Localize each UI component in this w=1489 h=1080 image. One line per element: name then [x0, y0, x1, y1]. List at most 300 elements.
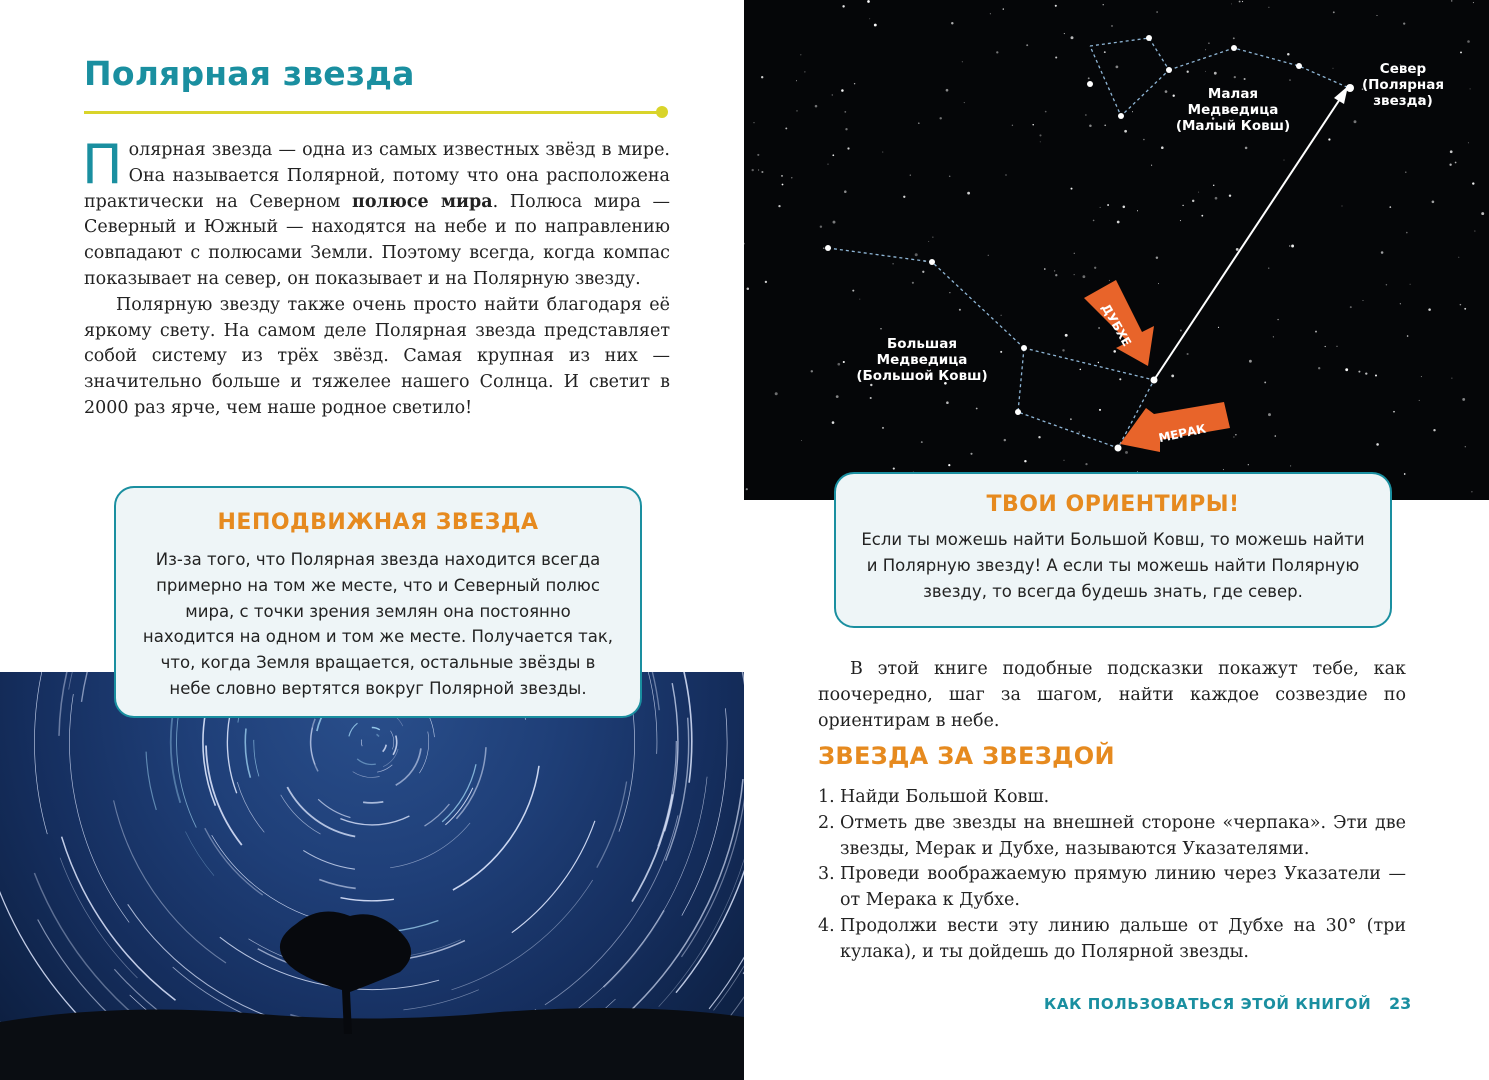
little-dipper-lines [1090, 38, 1169, 116]
background-star [775, 392, 778, 395]
step-text: Продолжи вести эту линию дальше от Дубхе на 30° (три кулака), и ты дойдешь до Полярной звезды. [840, 915, 1406, 962]
background-star [1223, 469, 1224, 470]
background-star [815, 105, 818, 108]
background-star [1187, 71, 1189, 73]
background-star [893, 468, 895, 470]
tree-silhouette [280, 912, 411, 1035]
star-trail [383, 749, 398, 767]
star-trail [403, 990, 478, 1010]
background-star [1460, 304, 1462, 306]
background-star [1104, 51, 1106, 53]
sky-map [744, 0, 1489, 500]
background-star [1024, 460, 1026, 462]
background-star [1054, 270, 1055, 271]
star-trail [383, 745, 387, 752]
info-box-text: Если ты можешь найти Большой Ковш, то можешь найти и Полярную звезду! А если ты можешь найти Полярную звезду, то всегда будешь знать, где север. [861, 530, 1365, 601]
background-star [832, 94, 833, 95]
star-trail [0, 672, 23, 798]
background-star [1318, 367, 1320, 369]
background-star [1455, 162, 1457, 164]
star-trail [318, 799, 350, 817]
star-trail [311, 728, 315, 765]
background-star [1467, 40, 1470, 43]
list-item [818, 914, 1406, 966]
background-star [1428, 308, 1431, 311]
background-star [1104, 124, 1106, 126]
background-star [1088, 77, 1090, 79]
star-trail [237, 782, 264, 832]
background-star [1205, 71, 1206, 72]
background-star [796, 110, 797, 111]
little-dipper-star [1087, 81, 1093, 87]
dubhe-star [1151, 377, 1158, 384]
term-pole: полюсе мира [352, 191, 493, 212]
background-star [1132, 111, 1133, 112]
background-star [910, 174, 911, 175]
background-star [782, 184, 784, 186]
pointer-line [1154, 96, 1342, 380]
ground-silhouette [0, 1008, 744, 1080]
title-underline-dot [656, 106, 668, 118]
star-trail [353, 772, 380, 778]
label-north-line2: (Полярная [1361, 77, 1445, 93]
star-trail [597, 782, 627, 868]
background-star [747, 288, 750, 291]
star-trail [607, 779, 743, 1032]
background-star [1460, 51, 1462, 53]
background-star [1287, 53, 1290, 56]
background-star [1093, 220, 1095, 222]
background-star [1236, 248, 1239, 251]
drop-cap: П [82, 133, 123, 196]
background-star [744, 243, 745, 245]
background-star [988, 255, 989, 256]
pointer-arrowhead [1334, 86, 1348, 104]
little-dipper-handle [1169, 48, 1349, 88]
background-star [1187, 353, 1189, 355]
step-text: Найди Большой Ковш. [840, 787, 1050, 807]
background-star [832, 421, 835, 424]
star-trail [390, 823, 470, 868]
background-star [836, 395, 839, 398]
background-star [778, 205, 780, 207]
background-star [1099, 409, 1101, 411]
label-little-dipper-line2: (Малый Ковш) [1175, 118, 1291, 134]
merak-star [1115, 445, 1122, 452]
background-star [1012, 125, 1013, 126]
background-star [959, 309, 961, 311]
background-star [970, 453, 972, 455]
label-north-line1: Север [1379, 61, 1427, 77]
background-star [1473, 2, 1474, 3]
background-star [1235, 434, 1236, 435]
list-item [818, 862, 1406, 914]
background-star [870, 397, 872, 399]
star-trail [442, 764, 476, 822]
background-star [1284, 160, 1285, 161]
background-star [921, 441, 923, 443]
background-star [1111, 25, 1112, 26]
background-star [1377, 15, 1378, 16]
background-star [1229, 194, 1231, 196]
info-box-text: Из-за того, что Полярная звезда находится всегда примерно на том же месте, что и Северный полюс мира, с точки зрения землян она постоянно находится на одном и том же месте. Получается так, что, когда Земля вращается, остальные звёзды в небе словно вертятся вокруг Полярной звезды. [142, 550, 614, 698]
background-star [811, 370, 813, 372]
little-dipper-star [1166, 67, 1172, 73]
background-star [785, 127, 787, 129]
background-star [1094, 267, 1096, 269]
background-star [1389, 206, 1391, 208]
background-star [1421, 376, 1422, 377]
background-star [1100, 207, 1101, 208]
background-star [1003, 8, 1004, 9]
label-north [1358, 61, 1448, 109]
background-star [1481, 212, 1484, 215]
background-star [1474, 231, 1475, 232]
background-star [946, 89, 949, 92]
background-star [1055, 5, 1057, 7]
background-star [964, 102, 965, 103]
background-star [852, 290, 854, 292]
star-trail [666, 718, 689, 861]
background-star [761, 76, 763, 78]
little-dipper-star [1231, 45, 1237, 51]
background-star [1201, 215, 1203, 217]
background-star [1336, 346, 1337, 347]
background-star [833, 221, 836, 224]
background-star [1268, 268, 1269, 269]
background-star [976, 408, 978, 410]
background-star [842, 5, 844, 7]
background-star [1032, 124, 1033, 125]
background-star [1218, 327, 1219, 328]
background-star [1085, 114, 1086, 115]
list-item [818, 785, 1406, 811]
star-trail [0, 672, 23, 786]
star-trail [114, 800, 226, 963]
background-star [1410, 284, 1411, 285]
background-star [1074, 274, 1075, 275]
background-star [967, 192, 970, 195]
background-star [1233, 436, 1234, 437]
paragraph-1-start: олярная звезда — одна из самых известных звёзд в мире. Она называется Полярной, потому что она расположена практически на Северном [84, 140, 670, 212]
background-star [946, 401, 949, 404]
background-star [757, 154, 759, 156]
label-big-dipper-line2: (Большой Ковш) [856, 368, 988, 384]
background-star [1123, 206, 1126, 209]
background-star [1464, 308, 1466, 310]
background-star [1449, 164, 1451, 166]
page-number: 23 [1389, 994, 1412, 1013]
background-star [1393, 411, 1395, 413]
background-star [1325, 346, 1326, 347]
background-star [1468, 142, 1469, 143]
background-star [990, 13, 991, 14]
background-star [1113, 350, 1116, 353]
background-star [1328, 138, 1330, 140]
background-star [1098, 327, 1100, 329]
background-star [1182, 205, 1183, 206]
step-number: 2. [818, 812, 835, 833]
big-dipper-star [825, 245, 831, 251]
background-star [758, 169, 759, 170]
background-star [870, 384, 872, 386]
star-trail [62, 837, 176, 1001]
background-star [1062, 349, 1064, 351]
big-dipper-handle [828, 248, 1024, 348]
background-star [867, 0, 870, 3]
background-star [800, 54, 801, 55]
background-star [1277, 319, 1278, 320]
background-star [1085, 463, 1087, 465]
background-star [1233, 37, 1235, 39]
background-star [1239, 1, 1241, 3]
background-star [1419, 400, 1420, 401]
background-star [1192, 200, 1194, 202]
paragraph-1 [82, 133, 670, 293]
star-trail [212, 835, 333, 923]
background-star [1044, 268, 1046, 270]
background-star [1089, 124, 1092, 127]
background-star [1215, 197, 1218, 200]
intro-paragraph: В этой книге подобные подсказки покажут тебе, как поочередно, шаг за шагом, найти каждое созвездие по ориентирам в небе. [818, 659, 1406, 731]
title-underline [84, 111, 664, 114]
background-star [844, 111, 846, 113]
background-star [1045, 111, 1047, 113]
background-star [781, 175, 783, 177]
background-star [1244, 78, 1246, 80]
label-big-dipper-line1: Большая Медведица [876, 336, 968, 368]
star-trail [349, 723, 358, 736]
background-star [820, 225, 822, 227]
background-star [1315, 331, 1317, 333]
polaris-star [1346, 84, 1354, 92]
background-star [1381, 251, 1384, 254]
star-trail [425, 804, 450, 826]
background-star [804, 71, 805, 72]
background-star [1268, 7, 1269, 8]
background-star [796, 80, 797, 81]
star-trail [319, 880, 355, 889]
little-dipper-star [1296, 63, 1302, 69]
background-star [882, 427, 884, 429]
background-star [847, 147, 849, 149]
background-star [1451, 378, 1452, 379]
background-star [1040, 142, 1041, 143]
background-star [1078, 431, 1080, 433]
background-star [1026, 44, 1028, 46]
star-trail [391, 731, 394, 750]
background-star [1231, 3, 1232, 4]
background-star [1117, 221, 1120, 224]
background-star [1156, 256, 1158, 258]
background-star [949, 292, 950, 293]
background-star [1006, 175, 1007, 176]
page-title: Полярная звезда [84, 54, 415, 93]
background-star [1124, 130, 1127, 133]
background-star [845, 128, 847, 130]
background-star [1375, 374, 1377, 376]
background-star [1234, 76, 1236, 78]
background-star [1345, 368, 1348, 371]
star-trail [357, 759, 376, 765]
background-star [1063, 460, 1064, 461]
background-star [949, 176, 951, 178]
background-star [1151, 165, 1152, 166]
star-trail [287, 787, 355, 836]
background-star [1039, 134, 1041, 136]
background-star [1116, 66, 1119, 69]
background-star [1180, 330, 1182, 332]
background-star [844, 190, 847, 193]
step-number: 1. [818, 787, 835, 807]
step-number: 4. [818, 915, 835, 936]
background-star [841, 89, 844, 92]
background-star [1268, 413, 1271, 416]
background-star [1180, 220, 1181, 221]
star-trail [340, 816, 409, 825]
background-star [1205, 49, 1206, 50]
background-star [1273, 336, 1274, 337]
background-star [1407, 335, 1409, 337]
background-star [996, 51, 998, 53]
background-star [1290, 465, 1291, 466]
background-star [1363, 300, 1364, 301]
background-star [948, 464, 950, 466]
background-star [1171, 375, 1174, 378]
background-star [1143, 139, 1145, 141]
background-star [1342, 206, 1343, 207]
background-star [951, 22, 953, 24]
background-star [880, 328, 881, 329]
background-star [1107, 204, 1109, 206]
little-dipper-star [1118, 113, 1124, 119]
background-star [1125, 451, 1128, 454]
background-star [892, 263, 894, 265]
background-star [791, 177, 792, 178]
background-star [1070, 418, 1072, 420]
background-star [832, 154, 834, 156]
background-star [1213, 185, 1214, 186]
background-star [1001, 315, 1002, 316]
star-trail [281, 795, 321, 834]
star-trail [245, 729, 250, 778]
background-star [1264, 381, 1266, 383]
background-star [915, 253, 918, 256]
background-star [1083, 275, 1086, 278]
background-star [1055, 274, 1057, 276]
label-little-dipper-line1: Малая Медведица [1187, 86, 1279, 118]
background-star [1071, 36, 1074, 39]
star-trail [377, 734, 380, 736]
background-star [1071, 188, 1073, 190]
star-trail [341, 898, 394, 901]
star-trail [512, 821, 595, 933]
star-trail [227, 705, 236, 793]
star-trail [361, 740, 362, 747]
background-star [746, 488, 748, 490]
background-star [962, 61, 963, 62]
background-star [1242, 1, 1243, 2]
star-trail [372, 727, 380, 729]
background-star [854, 83, 855, 84]
background-star [1406, 232, 1408, 234]
background-star [1470, 88, 1471, 89]
background-star [752, 169, 754, 171]
label-big-dipper [840, 336, 1004, 384]
background-star [1137, 210, 1138, 211]
background-star [903, 196, 905, 198]
star-trail [363, 802, 383, 803]
background-star [1354, 120, 1357, 123]
background-star [1404, 473, 1406, 475]
little-dipper-star [1146, 35, 1152, 41]
background-star [869, 18, 870, 19]
background-star [823, 247, 825, 249]
star-trail [34, 672, 60, 834]
background-star [1055, 56, 1057, 58]
background-star [1365, 372, 1367, 374]
info-box-landmarks [834, 472, 1392, 628]
background-star [882, 152, 883, 153]
step-number: 3. [818, 864, 835, 885]
background-star [912, 282, 914, 284]
background-star [1333, 11, 1335, 13]
arrow-label-dubhe: ДУБХЕ [1098, 301, 1135, 349]
section-title: ЗВЕЗДА ЗА ЗВЕЗДОЙ [818, 742, 1115, 770]
background-star [753, 122, 754, 123]
background-star [1109, 280, 1110, 281]
background-star [1433, 429, 1435, 431]
background-star [1004, 439, 1006, 441]
background-star [1038, 436, 1040, 438]
background-star [1158, 283, 1159, 284]
star-trails-graphic [0, 672, 744, 1080]
info-box-fixed-star [114, 486, 642, 718]
background-star [1450, 150, 1453, 153]
star-trail [579, 777, 707, 1008]
background-star [1156, 11, 1158, 13]
background-star [874, 24, 877, 27]
background-star [1161, 146, 1164, 149]
background-star [1400, 303, 1401, 304]
star-trail [146, 752, 156, 810]
background-star [939, 117, 941, 119]
list-item [818, 811, 1406, 863]
star-trail [38, 920, 123, 1027]
background-star [761, 171, 763, 173]
background-star [859, 299, 860, 300]
background-star [1208, 42, 1210, 44]
background-star [1249, 360, 1252, 363]
background-star [1103, 4, 1104, 5]
background-star [1451, 0, 1453, 2]
star-trail [0, 672, 7, 882]
info-box-title: ТВОИ ОРИЕНТИРЫ! [986, 492, 1240, 517]
star-trail [676, 814, 744, 992]
label-little-dipper [1162, 86, 1304, 134]
background-star [1405, 172, 1406, 173]
background-star [1350, 306, 1352, 308]
background-star [1471, 491, 1472, 492]
step-text: Проведи воображаемую прямую линию через Указатели — от Мерака к Дубхе. [840, 864, 1406, 911]
paragraph-2: Полярную звезду также очень просто найти благодаря её яркому свету. На самом деле Полярная звезда представляет собой систему из трёх звёзд. Самая крупная из них — значительно больше и тяжелее нашего Солнца. И светит в 2000 раз ярче, чем наше родное светило! [84, 294, 670, 418]
background-star [928, 241, 929, 242]
background-star [1332, 68, 1333, 69]
star-trail [396, 748, 421, 785]
background-star [1248, 464, 1249, 465]
background-star [918, 122, 920, 124]
star-trail [604, 910, 665, 987]
